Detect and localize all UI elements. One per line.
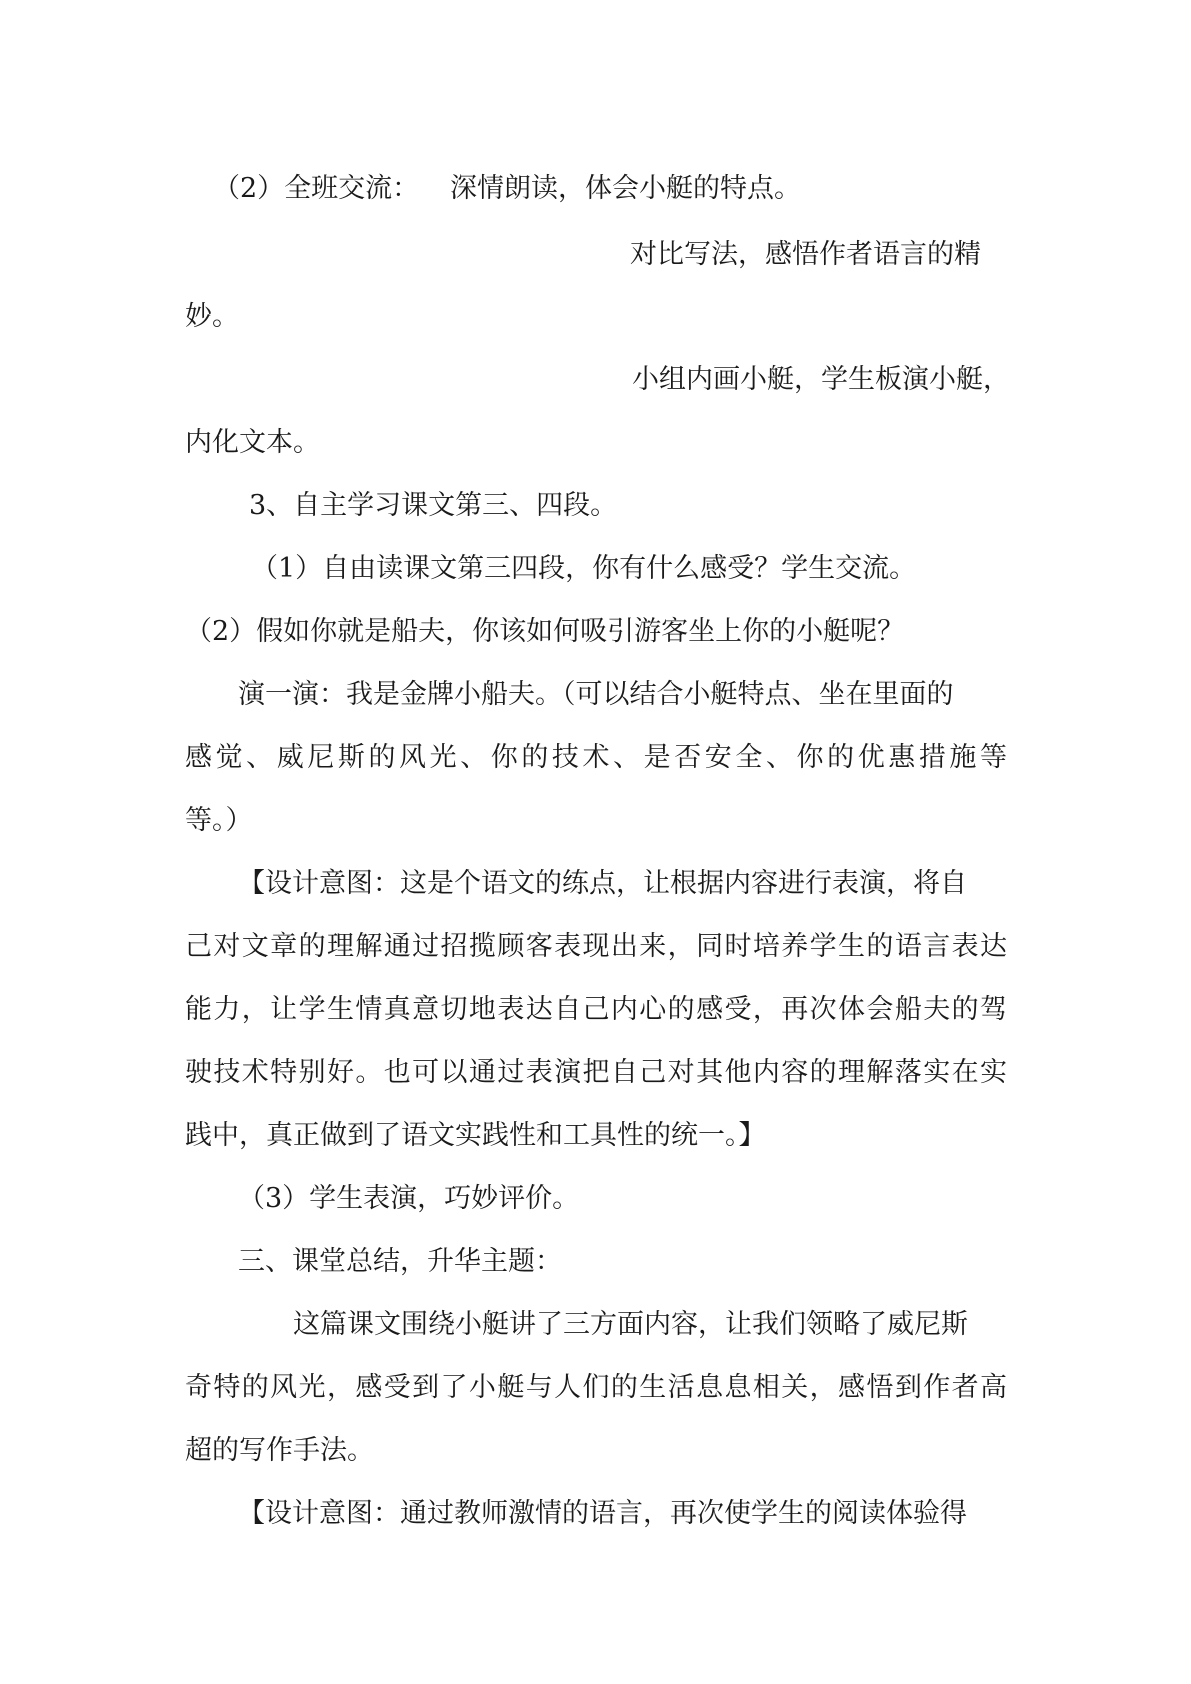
paragraph-line: 三、课堂总结，升华主题： (238, 1246, 562, 1277)
paragraph-line: 这篇课文围绕小艇讲了三方面内容，让我们领略了威尼斯 (293, 1309, 968, 1340)
paragraph-line: 己对文章的理解通过招揽顾客表现出来，同时培养学生的语言表达 (185, 931, 1007, 962)
paragraph-line: （3）学生表演，巧妙评价。 (238, 1183, 580, 1214)
paragraph-line: 驶技术特别好。也可以通过表演把自己对其他内容的理解落实在实 (185, 1057, 1007, 1088)
paragraph-line: 奇特的风光，感受到了小艇与人们的生活息息相关，感悟到作者高 (185, 1372, 1007, 1403)
paragraph-line: 【设计意图：这是个语文的练点，让根据内容进行表演，将自 (238, 868, 967, 899)
paragraph-line: 超的写作手法。 (185, 1435, 374, 1466)
paragraph-line: 等。） (185, 805, 253, 836)
paragraph-line: 3、自主学习课文第三、四段。 (249, 490, 618, 521)
paragraph-line: （2）全班交流： (213, 173, 420, 204)
paragraph-line: 小组内画小艇，学生板演小艇， (632, 364, 1010, 395)
paragraph-line: （1）自由读课文第三四段，你有什么感受？学生交流。 (251, 553, 917, 584)
paragraph-line: 内化文本。 (185, 427, 320, 458)
paragraph-line: 能力，让学生情真意切地表达自己内心的感受，再次体会船夫的驾 (185, 994, 1007, 1025)
paragraph-line: 深情朗读，体会小艇的特点。 (450, 173, 801, 204)
paragraph-line: 【设计意图：通过教师激情的语言，再次使学生的阅读体验得 (238, 1498, 967, 1529)
paragraph-line: 感觉、威尼斯的风光、你的技术、是否安全、你的优惠措施等 (185, 742, 1007, 773)
paragraph-line: 演一演：我是金牌小船夫。（可以结合小艇特点、坐在里面的 (238, 679, 954, 710)
paragraph-line: 妙。 (185, 301, 239, 332)
paragraph-line: 践中，真正做到了语文实践性和工具性的统一。】 (185, 1120, 766, 1151)
paragraph-line: 对比写法，感悟作者语言的精 (630, 239, 981, 270)
paragraph-line: （2）假如你就是船夫，你该如何吸引游客坐上你的小艇呢？ (185, 616, 905, 647)
